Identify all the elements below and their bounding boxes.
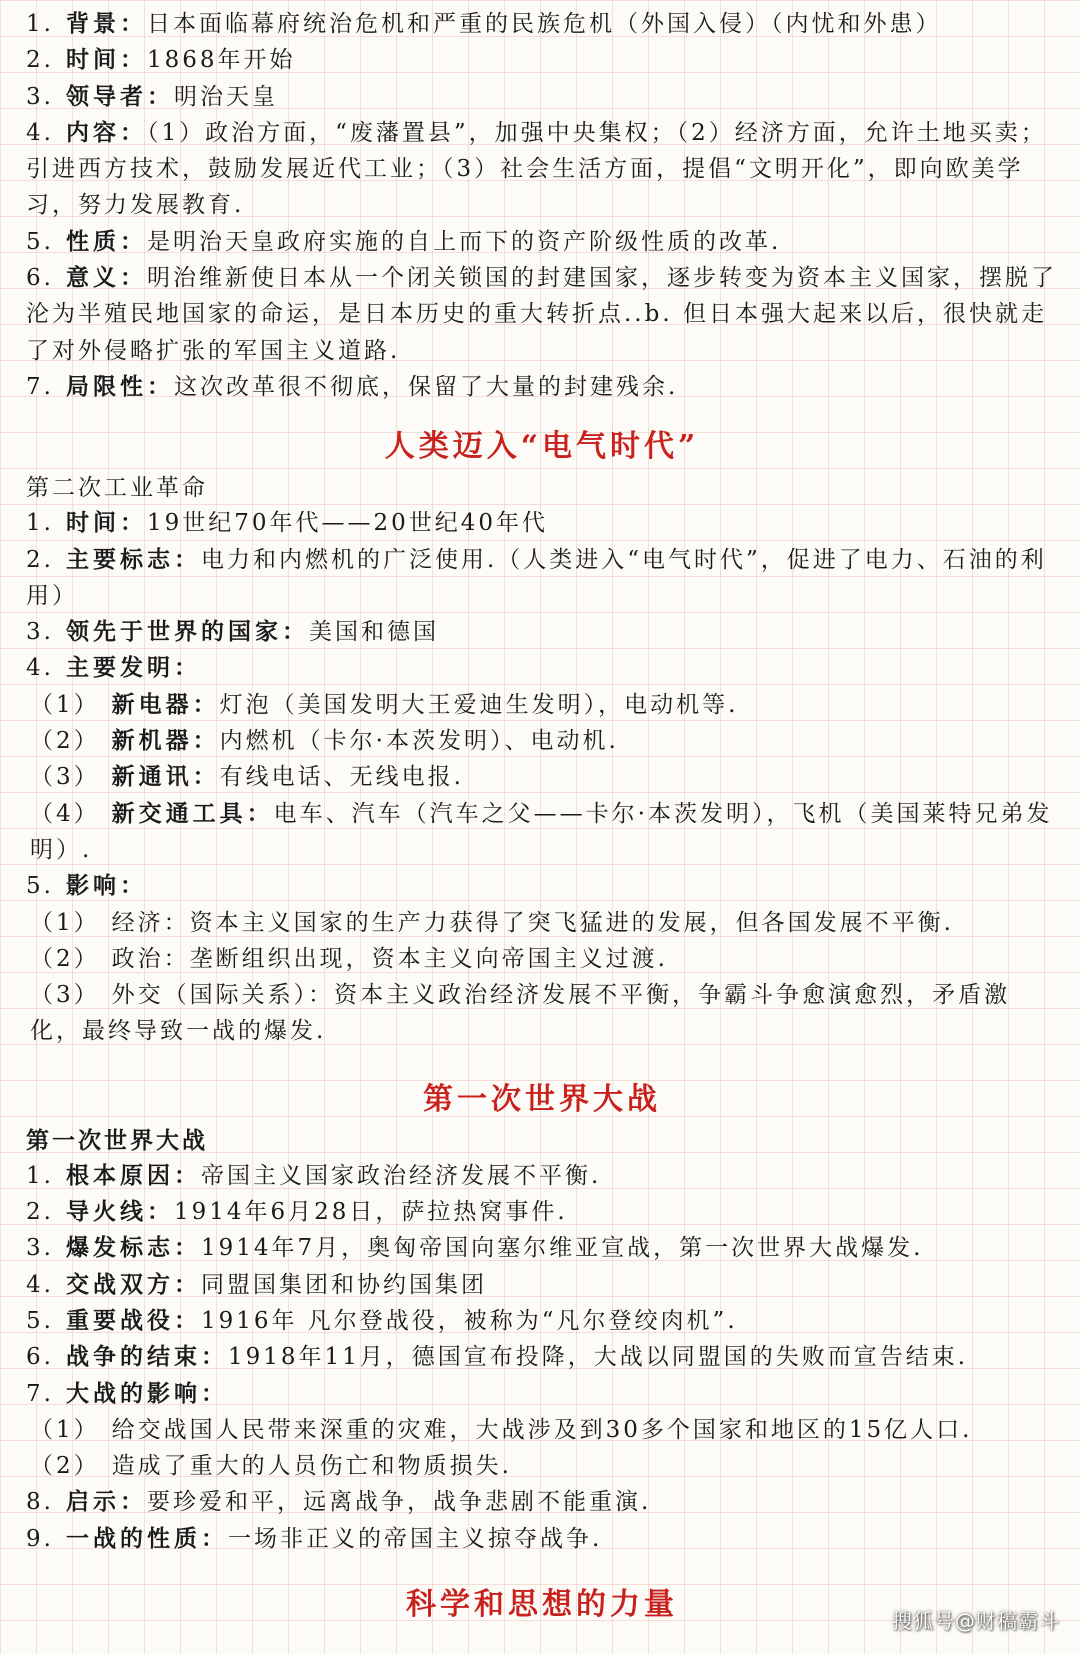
- list-item: （4） 新交通工具：电车、汽车（汽车之父——卡尔·本茨发明），飞机（美国莱特兄弟发明）.: [30, 799, 1053, 863]
- list-item: 5. 性质：是明治天皇政府实施的自上而下的资产阶级性质的改革.: [26, 227, 782, 255]
- list-item: 1. 背景：日本面临幕府统治危机和严重的民族危机（外国入侵）（内忧和外患）: [26, 10, 942, 37]
- list-item: （3） 新通讯：有线电话、无线电报.: [30, 763, 464, 791]
- list-item: 4. 主要发明：: [26, 654, 201, 682]
- section-heading-science: 科学和思想的力量: [406, 1586, 678, 1622]
- list-item: （1） 经济：资本主义国家的生产力获得了突飞猛进的发展，但各国发展不平衡.: [30, 909, 954, 936]
- list-item: 3. 爆发标志：1914年7月，奥匈帝国向塞尔维亚宣战，第一次世界大战爆发.: [26, 1234, 924, 1262]
- list-item: 5. 重要战役：1916年 凡尔登战役，被称为“凡尔登绞肉机”.: [26, 1306, 738, 1334]
- list-item: 6. 意义：明治维新使日本从一个闭关锁国的封建国家，逐步转变为资本主义国家，摆脱了沦为半殖民地国家的命运，是日本历史的重大转折点..b. 但日本强大起来以后，很快就走了对外侵略扩张的军国主义道路.: [26, 264, 1057, 364]
- list-item: 1. 根本原因：帝国主义国家政治经济发展不平衡.: [26, 1161, 602, 1189]
- list-item: 8. 启示：要珍爱和平，远离战争，战争悲剧不能重演.: [26, 1488, 652, 1516]
- list-item: 2. 主要标志：电力和内燃机的广泛使用.（人类进入“电气时代”，促进了电力、石油的利用）: [26, 545, 1047, 609]
- list-item: （1） 新电器：灯泡（美国发明大王爱迪生发明），电动机等.: [30, 690, 739, 718]
- list-item: 3. 领先于世界的国家：美国和德国: [26, 618, 439, 646]
- ww1-section: [26, 1158, 1058, 1557]
- watermark: 搜狐号@财稿霸斗: [892, 1609, 1060, 1633]
- list-item: 3. 领导者：明治天皇: [26, 82, 278, 110]
- list-item: （2） 新机器：内燃机（卡尔·本茨发明）、电动机.: [30, 727, 619, 755]
- list-item: 4. 交战双方：同盟国集团和协约国集团: [26, 1270, 487, 1298]
- meiji-section: [26, 6, 1058, 405]
- electric-section: [26, 505, 1058, 1049]
- section-subtitle: 第一次世界大战: [26, 1126, 208, 1154]
- list-item: （1） 给交战国人民带来深重的灾难，大战涉及到30多个国家和地区的15亿人口.: [30, 1416, 973, 1443]
- list-item: 7. 大战的影响：: [26, 1379, 228, 1407]
- list-item: （3） 外交（国际关系）：资本主义政治经济发展不平衡，争霸斗争愈演愈烈，矛盾激化，最终导致一战的爆发.: [30, 982, 1011, 1045]
- list-item: 6. 战争的结束：1918年11月，德国宣布投降，大战以同盟国的失败而宣告结束.: [26, 1343, 969, 1371]
- section-heading-electric-age: 人类迈入“电气时代”: [384, 429, 700, 465]
- list-item: （2） 造成了重大的人员伤亡和物质损失.: [30, 1453, 512, 1480]
- section-subtitle: 第二次工业革命: [26, 475, 208, 502]
- list-item: 5. 影响：: [26, 872, 147, 900]
- list-item: 2. 时间：1868年开始: [26, 46, 296, 74]
- list-item: 9. 一战的性质：一场非正义的帝国主义掠夺战争.: [26, 1524, 603, 1552]
- list-item: 1. 时间：19世纪70年代——20世纪40年代: [26, 509, 549, 537]
- list-item: （2） 政治：垄断组织出现，资本主义向帝国主义过渡.: [30, 945, 668, 972]
- list-item: 7. 局限性：这次改革很不彻底，保留了大量的封建残余.: [26, 372, 679, 400]
- list-item: 2. 导火线：1914年6月28日，萨拉热窝事件.: [26, 1198, 568, 1226]
- list-item: 4. 内容：（1）政治方面，“废藩置县”，加强中央集权；（2）经济方面，允许土地买卖；引进西方技术，鼓励发展近代工业；（3）社会生活方面，提倡“文明开化”，即向欧美学习，努力发展教育.: [26, 118, 1047, 219]
- section-heading-ww1: 第一次世界大战: [423, 1081, 661, 1117]
